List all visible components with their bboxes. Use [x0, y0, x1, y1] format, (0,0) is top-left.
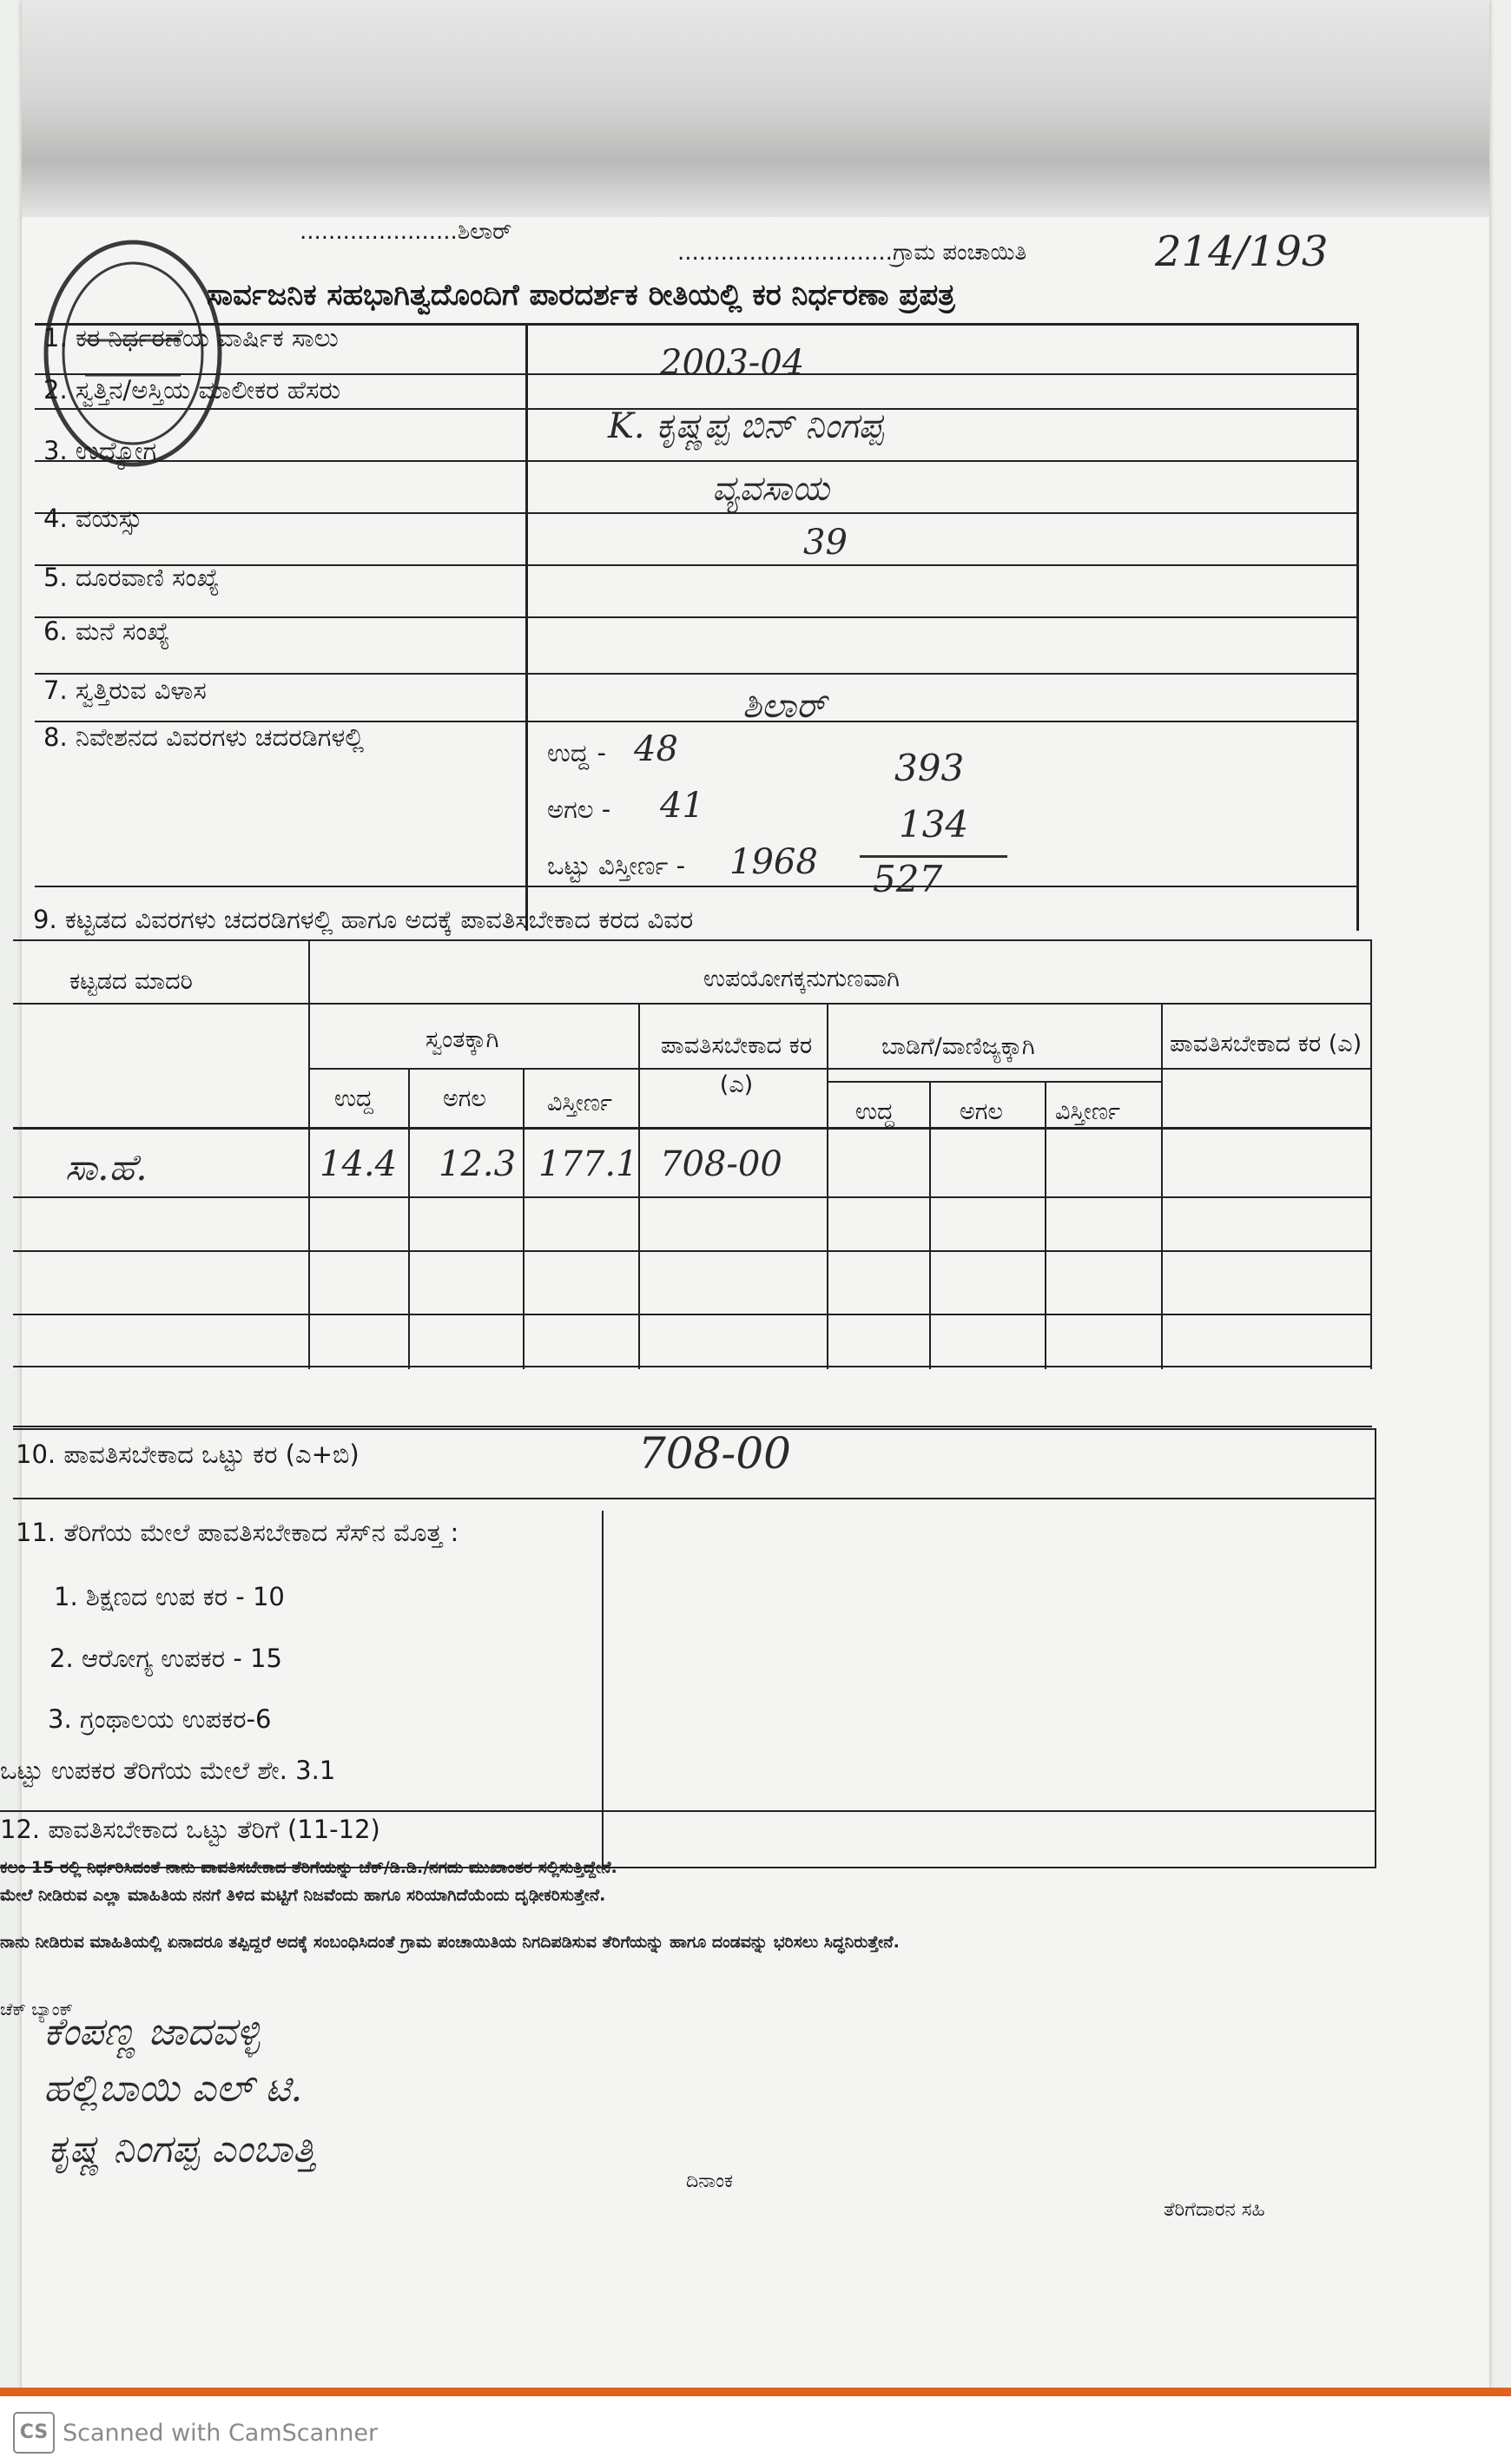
building-label: 9. ಕಟ್ಟಡದ ವಿವರಗಳು ಚದರಡಿಗಳಲ್ಲಿ ಹಾಗೂ ಅದಕ್ಕೆ ಪಾವತಿಸಬೇಕಾದ ಕರದ ವಿವರ: [33, 905, 694, 934]
field-label-6: 6. ಮನೆ ಸಂಖ್ಯೆ: [43, 616, 170, 646]
col-self-use: ಸ್ವಂತಕ್ಕಾಗಿ: [426, 1026, 499, 1053]
scanner-text: Scanned with CamScanner: [63, 2420, 379, 2447]
owner-signature-label: ತೆರಿಗೆದಾರನ ಸಹಿ: [1164, 2199, 1265, 2221]
declaration-2: ಮೇಲೆ ನೀಡಿರುವ ಎಲ್ಲಾ ಮಾಹಿತಿಯ ನನಗೆ ತಿಳಿದ ಮಟ್ಟಿಗೆ ನಿಜವೆಂದು ಹಾಗೂ ಸರಿಯಾಗಿದೆಯೆಂದು ದೃಢೀಕರಿಸುತ್ತೇನೆ.: [0, 1886, 606, 1905]
col-usage: ಉಪಯೋಗಕ್ಕನುಗುಣವಾಗಿ: [703, 965, 900, 992]
grand-total-label: 12. ಪಾವತಿಸಬೇಕಾದ ಒಟ್ಟು ತೆರಿಗೆ (11-12): [0, 1815, 380, 1844]
field-value-7: ಶಿಲಾರ್: [742, 686, 827, 726]
plot-calc-1: 393: [894, 747, 965, 789]
plot-width: 41: [660, 786, 704, 826]
field-label-3: 3. ಉದ್ಯೋಗ: [43, 436, 157, 465]
cess-label: 11. ತೆರಿಗೆಯ ಮೇಲೆ ಪಾವತಿಸಬೇಕಾದ ಸೆಸ್‌ನ ಮೊತ್ತ :: [16, 1518, 459, 1547]
cess-item-3: 3. ಗ್ರಂಥಾಲಯ ಉಪಕರ-6: [48, 1704, 272, 1734]
plot-length: 48: [634, 729, 678, 769]
row-tax: 708-00: [660, 1144, 782, 1184]
plot-area: 1968: [729, 842, 818, 882]
field-label-2: 2. ಸ್ವತ್ತಿನ/ಅಸ್ತಿಯ ಮಾಲೀಕರ ಹೆಸರು: [43, 375, 340, 405]
panchayat-name: ..............................ಗ್ರಾಮ ಪಂಚಾಯಿತಿ: [677, 240, 1027, 266]
field-label-1: 1. ಕರ ನಿರ್ಧರಣೆಯ ವಾರ್ಷಿಕ ಸಾಲು: [43, 323, 339, 352]
field-value-3: ವ್ಯವಸಾಯ: [712, 469, 830, 509]
declaration-3: ನಾನು ನೀಡಿರುವ ಮಾಹಿತಿಯಲ್ಲಿ ಏನಾದರೂ ತಪ್ಪಿದ್ದರೆ ಅದಕ್ಕೆ ಸಂಬಂಧಿಸಿದಂತೆ ಗ್ರಾಮ ಪಂಚಾಯಿತಿಯ ನಿಗದಿಪಡಿಸುವ ತೆರಿಗೆಯನ್ನು ಹಾಗೂ ದಂಡವನ್ನು ಭರಿಸಲು ಸಿದ್ಧನಿರುತ್ತೇನೆ.: [0, 1933, 900, 1952]
col-payable-a: ಪಾವತಿಸಬೇಕಾದ ಕರ (ಎ): [660, 1032, 813, 1098]
signature-1: ಕೆಂಪಣ್ಣ ಜಾದವಳ್ಳಿ: [43, 2010, 261, 2054]
row-length: 14.4: [320, 1144, 398, 1184]
date-label: ದಿನಾಂಕ: [686, 2171, 733, 2192]
cess-item-2: 2. ಆರೋಗ್ಯ ಉಪಕರ - 15: [49, 1644, 282, 1673]
plot-length-label: ಉದ್ದ -: [547, 738, 606, 768]
total-label: 10. ಪಾವತಿಸಬೇಕಾದ ಒಟ್ಟು ಕರ (ಎ+ಬಿ): [16, 1440, 360, 1469]
col-length: ಉದ್ದ: [334, 1085, 373, 1112]
col-rent: ಬಾಡಿಗೆ/ವಾಣಿಜ್ಯಕ್ಕಾಗಿ: [881, 1033, 1035, 1060]
field-value-4: 39: [803, 523, 848, 563]
camscanner-icon: CS: [13, 2412, 55, 2454]
cess-item-1: 1. ಶಿಕ್ಷಣದ ಉಪ ಕರ - 10: [54, 1582, 285, 1611]
plot-calc-total: 527: [873, 858, 943, 900]
row-area: 177.1: [538, 1144, 638, 1184]
col-payable-b: ಪಾವತಿಸಬೇಕಾದ ಕರ (ಎ): [1169, 1031, 1363, 1057]
plot-calc-2: 134: [899, 803, 969, 846]
field-value-1: 2003-04: [660, 343, 805, 383]
col-building-type: ಕಟ್ಟಡದ ಮಾದರಿ: [69, 968, 193, 995]
plot-area-label: ಒಟ್ಟು ವಿಸ್ತೀರ್ಣ -: [547, 851, 686, 880]
form-title: ಸಾರ್ವಜನಿಕ ಸಹಭಾಗಿತ್ವದೊಂದಿಗೆ ಪಾರದರ್ಶಕ ರೀತಿಯಲ್ಲಿ ಕರ ನಿರ್ಧರಣಾ ಪ್ರಪತ್ರ: [207, 278, 955, 313]
signature-2: ಹಲ್ಲಿಬಾಯಿ ಎಲ್ ಟಿ.: [43, 2066, 303, 2111]
col-width: ಅಗಲ: [443, 1085, 486, 1112]
declaration-1: ಕಲಂ 15 ರಲ್ಲಿ ನಿರ್ಧರಿಸಿದಂತೆ ನಾನು ಪಾವತಿಸಬೇಕಾದ ತೆರಿಗೆಯನ್ನು ಚೆಕ್/ಡಿ.ಡಿ./ನಗದು ಮುಖಾಂತರ ಸಲ್ಲಿಸುತ್ತಿದ್ದೇನೆ.: [0, 1858, 617, 1877]
field-label-5: 5. ದೂರವಾಣಿ ಸಂಖ್ಯೆ: [43, 563, 220, 592]
village-name: ......................ಶಿಲಾರ್: [300, 219, 512, 245]
scan-shadow: [22, 0, 1489, 217]
bank-label: ಚೆಕ್ ಬ್ಯಾಂಕ್: [0, 1999, 74, 2019]
col-width-2: ಅಗಲ: [960, 1098, 1003, 1125]
form-number: 214/193: [1155, 227, 1329, 276]
col-length-2: ಉದ್ದ: [855, 1098, 894, 1125]
total-value: 708-00: [638, 1428, 791, 1479]
col-area: ವಿಸ್ತೀರ್ಣ: [547, 1090, 612, 1117]
cess-total: ಒಟ್ಟು ಉಪಕರ ತೆರಿಗೆಯ ಮೇಲೆ ಶೇ. 3.1: [0, 1756, 336, 1785]
signature-3: ಕೃಷ್ಣ ನಿಂಗಪ್ಪ ಎಂಬಾತ್ತಿ: [48, 2127, 316, 2171]
field-label-7: 7. ಸ್ವತ್ತಿರುವ ವಿಳಾಸ: [43, 675, 207, 705]
plot-label: 8. ನಿವೇಶನದ ವಿವರಗಳು ಚದರಡಿಗಳಲ್ಲಿ: [43, 722, 365, 752]
field-label-4: 4. ವಯಸ್ಸು: [43, 504, 142, 533]
row-width: 12.3: [439, 1144, 517, 1184]
row-type: ಸಾ.ಹೆ.: [65, 1146, 148, 1189]
scanner-footer: [0, 2396, 1511, 2464]
plot-width-label: ಅಗಲ -: [547, 794, 611, 824]
col-area-2: ವಿಸ್ತೀರ್ಣ: [1055, 1098, 1120, 1125]
field-value-2: K. ಕೃಷ್ಣಪ್ಪ ಬಿನ್ ನಿಂಗಪ್ಪ: [608, 406, 884, 446]
